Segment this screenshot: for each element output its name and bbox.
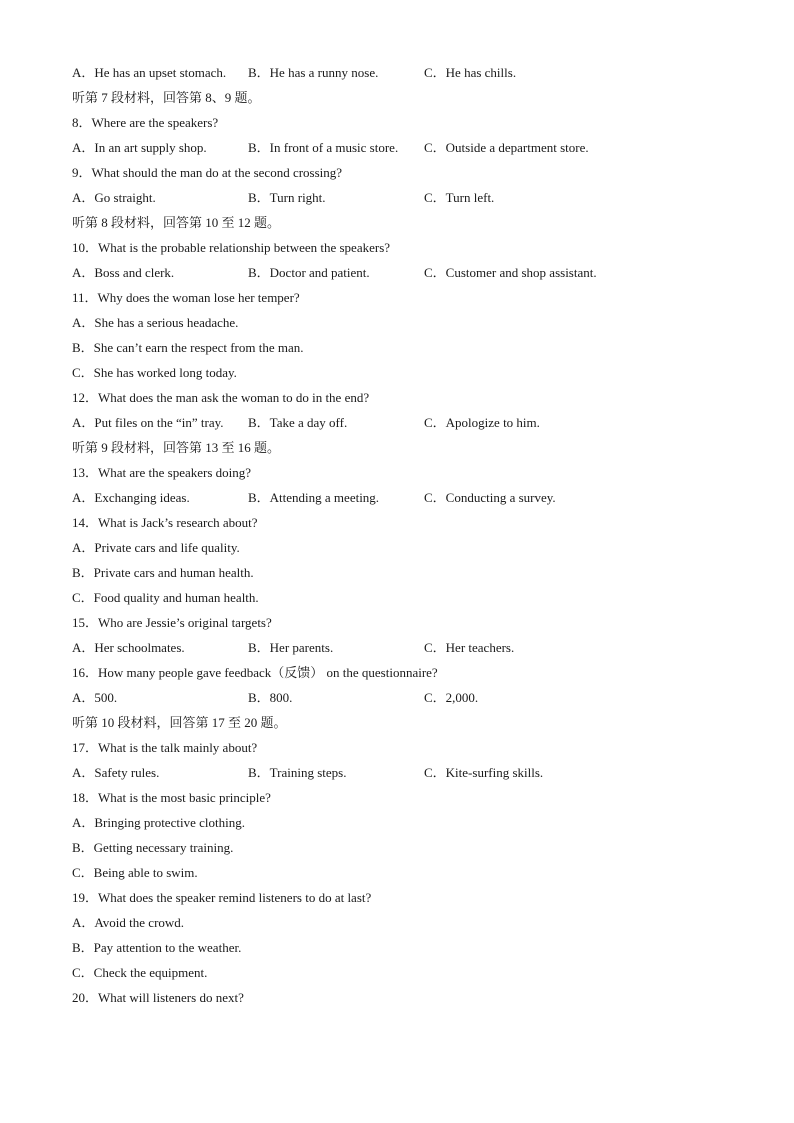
option-b: B．800. <box>248 690 293 705</box>
option-c: C．He has chills. <box>424 65 517 80</box>
question-text: 11．Why does the woman lose her temper? <box>72 290 300 305</box>
question-text: 9．What should the man do at the second crossing? <box>72 165 343 180</box>
question-text: 20．What will listeners do next? <box>72 990 244 1005</box>
option-a: A．Exchanging ideas. <box>72 490 190 505</box>
section-instruction: 听第 9 段材料，回答第 13 至 16 题。 <box>72 440 281 455</box>
option-a: A．500. <box>72 690 118 705</box>
options-row <box>72 188 732 213</box>
option-line: C．Check the equipment. <box>72 965 208 980</box>
option-a: A．Go straight. <box>72 190 156 205</box>
question-text: 8．Where are the speakers? <box>72 115 219 130</box>
option-b: B．Training steps. <box>248 765 347 780</box>
option-line: B．Private cars and human health. <box>72 565 254 580</box>
option-b: B．Her parents. <box>248 640 334 655</box>
option-b: B．In front of a music store. <box>248 140 399 155</box>
option-a: A．Put files on the “in” tray. <box>72 415 224 430</box>
section-instruction: 听第 7 段材料，回答第 8、9 题。 <box>72 90 261 105</box>
option-b: B．Attending a meeting. <box>248 490 380 505</box>
question-text: 16．How many people gave feedback（反馈） on the questionnaire? <box>72 665 438 680</box>
option-a: A．Her schoolmates. <box>72 640 185 655</box>
option-b: B．Doctor and patient. <box>248 265 370 280</box>
option-line: B．Pay attention to the weather. <box>72 940 242 955</box>
option-c: C．Customer and shop assistant. <box>424 265 597 280</box>
option-b: B．Take a day off. <box>248 415 348 430</box>
question-text: 12．What does the man ask the woman to do in the end? <box>72 390 370 405</box>
section-instruction: 听第 8 段材料，回答第 10 至 12 题。 <box>72 215 281 230</box>
option-c: C．Conducting a survey. <box>424 490 556 505</box>
option-line: C．Being able to swim. <box>72 865 198 880</box>
options-row <box>72 413 732 438</box>
exam-page <box>72 63 732 1013</box>
options-row <box>72 763 732 788</box>
option-c: C．Outside a department store. <box>424 140 589 155</box>
question-text: 17．What is the talk mainly about? <box>72 740 258 755</box>
option-a: A．He has an upset stomach. <box>72 65 227 80</box>
options-row <box>72 263 732 288</box>
option-c: C．Her teachers. <box>424 640 515 655</box>
option-line: C．Food quality and human health. <box>72 590 259 605</box>
section-instruction: 听第 10 段材料，回答第 17 至 20 题。 <box>72 715 287 730</box>
options-row <box>72 688 732 713</box>
option-a: A．In an art supply shop. <box>72 140 207 155</box>
option-a: A．Boss and clerk. <box>72 265 175 280</box>
option-c: C．Kite-surfing skills. <box>424 765 544 780</box>
question-text: 18．What is the most basic principle? <box>72 790 271 805</box>
option-c: C．2,000. <box>424 690 479 705</box>
options-row <box>72 138 732 163</box>
options-row <box>72 638 732 663</box>
option-c: C．Apologize to him. <box>424 415 540 430</box>
option-a: A．Safety rules. <box>72 765 160 780</box>
options-row <box>72 63 732 88</box>
question-text: 14．What is Jack’s research about? <box>72 515 258 530</box>
option-b: B．Turn right. <box>248 190 326 205</box>
option-c: C．Turn left. <box>424 190 495 205</box>
option-line: A．Bringing protective clothing. <box>72 815 245 830</box>
option-b: B．He has a runny nose. <box>248 65 379 80</box>
option-line: B．She can’t earn the respect from the man. <box>72 340 304 355</box>
option-line: A．Avoid the crowd. <box>72 915 185 930</box>
question-text: 10．What is the probable relationship between the speakers? <box>72 240 391 255</box>
option-line: A．She has a serious headache. <box>72 315 239 330</box>
option-line: A．Private cars and life quality. <box>72 540 240 555</box>
question-text: 13．What are the speakers doing? <box>72 465 252 480</box>
option-line: C．She has worked long today. <box>72 365 237 380</box>
options-row <box>72 488 732 513</box>
question-text: 15．Who are Jessie’s original targets? <box>72 615 272 630</box>
option-line: B．Getting necessary training. <box>72 840 234 855</box>
question-text: 19．What does the speaker remind listeners to do at last? <box>72 890 372 905</box>
